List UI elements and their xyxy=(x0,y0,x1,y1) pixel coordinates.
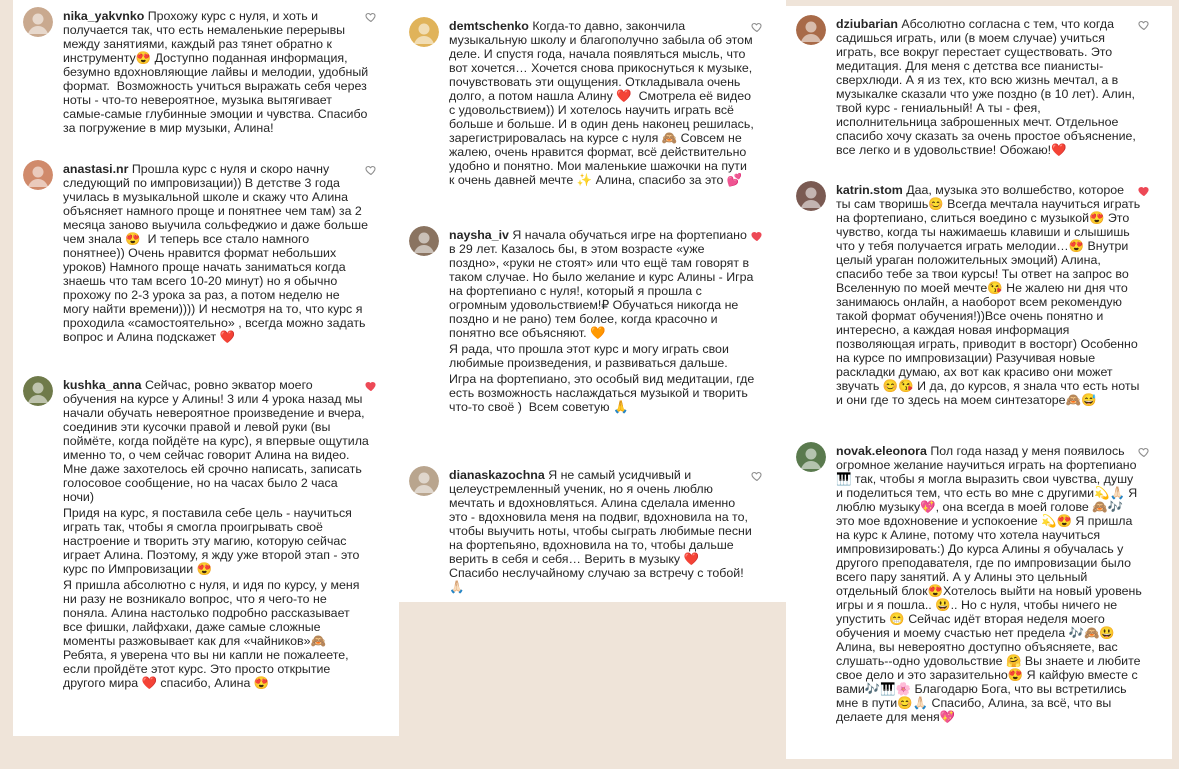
comment-username[interactable]: kushka_anna xyxy=(63,378,142,392)
comment-paragraph xyxy=(449,19,758,187)
avatar[interactable] xyxy=(409,17,439,47)
comment-paragraph xyxy=(449,342,755,370)
like-heart-icon[interactable] xyxy=(751,470,763,482)
comment-body xyxy=(836,183,1142,407)
avatar[interactable] xyxy=(796,181,826,211)
like-heart-filled-icon[interactable] xyxy=(751,230,763,242)
comment-body xyxy=(836,444,1146,724)
comment-username[interactable]: dziubarian xyxy=(836,17,898,31)
comment-username[interactable]: demtschenko xyxy=(449,19,529,33)
comment-paragraph xyxy=(836,17,1142,157)
comment-text: Я не самый усидчивый и целеустремленный ученик, но я очень люблю мечтать и вдохновляться. Алина сделала именно это - вдохновила меня на подвиг, вдохновила на то, чтобы выучить ноты, чтобы сыграть любимые песни на фортепьяно, вдохновила на то, чтобы дальше верить в себя и себя… Верить в музыку ❤️ Спасибо неслучайному случаю за встречу с тобой! 🙏🏻 xyxy=(449,468,756,594)
like-heart-filled-icon[interactable] xyxy=(365,380,377,392)
avatar[interactable] xyxy=(23,7,53,37)
comment-paragraph xyxy=(449,468,755,594)
comment-paragraph xyxy=(836,183,1142,407)
comment-body xyxy=(836,17,1142,157)
avatar[interactable] xyxy=(23,160,53,190)
comment-paragraph xyxy=(63,378,373,504)
comment-text: Пол года назад у меня появилось огромное желание научиться играть на фортепиано🎹 так, чтобы я могла выразить свои чувства, душу и поделиться тем, что есть во мне с другими💫🙏🏻 Я люблю музыку💖, она всегда в моей голове 🙈🎶 это мое вдохновение и успокоение 💫😍 Я пришла на курс к Алине, потому что хотела научиться импровизировать:) До курса Алины я обучалась у другого преподавателя, где по импровизации было всего пару занятий. А у Алины это цельный отдельный блок😍Хотелось выйти на новый уровень игры и я пошла.. 😃.. Но с нуля, чтобы ничего не упустить 😁 Сейчас идёт вторая неделя моего обучения и моему счастью нет предела 🎶🙈😃 Алина, вы невероятно доступно объясняете, вас слушать--одно удовольствие 🤗 Вы знаете и любите свое дело и это заразительно😍 Я кайфую вместе с вами🎶🎹🌸 Благодарю Бога, что вы встретились мне в пути😊🙏🏻 Спасибо, Алина, за всё, что вы делаете для меня💖 xyxy=(836,444,1146,724)
comment-text: Игра на фортепиано, это особый вид медитации, где есть возможность наслаждаться музыкой и творить что-то своё ) Всем советую 🙏 xyxy=(449,372,758,414)
comment-text: Сейчас, ровно экватор моего обучения на курсе у Алины! 3 или 4 урока назад мы начали обучать невероятное произведение и вчера, соединив эти кусочки правой и левой руки (вы поймёте, когда пойдёте на курс), я впервые ощутила именно то, о чем сейчас говорит Алина на видео. Мне даже захотелось ей срочно написать, записать голосовое сообщение, но на часах было 2 часа ночи) xyxy=(63,378,373,504)
comment-text: Даа, музыка это волшебство, которое ты сам творишь😊 Всегда мечтала научиться играть на фортепиано, слиться воедино с музыкой😍 Это чувство, когда ты нажимаешь клавиши и слышишь что у тебя получается играть мелодии…😍 Внутри целый ураган положительных эмоций) Алина, спасибо тебе за твои курсы! Ты ответ на запрос во Вселенную по моей мечте😘 Не жалею ни дня что занимаюсь онлайн, а наоборот всем рекомендую такой формат обучения!))Все очень понятно и интересно, а каждая новая информация позволяющая играть, приводит в восторг) Особенно на курсе по импровизации) Разучивая новые раскладки думаю, ах вот как красиво они может звучать 😊😘 И да, до курсов, я знала что есть ноты и они где то здесь на моем синтезаторе🙈😅 xyxy=(836,183,1144,407)
comment-paragraph xyxy=(63,506,369,576)
comment-text: Я рада, что прошла этот курс и могу играть свои любимые произведения, и развиваться дальше. xyxy=(449,342,733,370)
comment-text: Прошла курс с нуля и скоро начну следующий по импровизации)) В детстве 3 года училась в музыкальной школе и скажу что Алина объясняет намного проще и понятнее чем там) за 2 месяца заново выучила сольфеджио и даже больше чем знала 😍 И теперь все стало намного понятнее)) Очень нравится формат небольших уроков) Намного проще начать заниматься когда знаешь что там всего 10-20 минут) но я обычно прохожу по 2-3 урока за раз, а потом неделю не могу найти времени)))) И несмотря на то, что курс я проходила «самостоятельно» , всегда можно задать вопрос и Алина подскажет ❤️ xyxy=(63,162,372,344)
avatar[interactable] xyxy=(796,15,826,45)
comments-panel-middle xyxy=(399,0,786,602)
comment-username[interactable]: dianaskazochna xyxy=(449,468,545,482)
like-heart-icon[interactable] xyxy=(365,164,377,176)
comment-body xyxy=(449,468,755,594)
avatar[interactable] xyxy=(796,442,826,472)
like-heart-icon[interactable] xyxy=(1138,19,1150,31)
comment-username[interactable]: novak.eleonora xyxy=(836,444,927,458)
comment-username[interactable]: nika_yakvnko xyxy=(63,9,145,23)
like-heart-icon[interactable] xyxy=(365,11,377,23)
comment-paragraph xyxy=(449,228,755,340)
comment-text: Абсолютно согласна с тем, что когда садишься играть, или (в моем случае) учиться играть, все вокруг перестает существовать. Это медитация. Для меня с детства все пианисты- сверхлюди. А я из тех, кто всю жизнь мечтал, а в музыкалке сказали что уже поздно (в 10 лет). Алин, твой курс - гениальный! А ты - фея, исполнительница заброшенных мечт. Отдельное спасибо хочу сказать за очень простое объяснение, все легко и в удовольствие! Обожаю!❤️ xyxy=(836,17,1140,157)
comment-paragraph xyxy=(836,444,1146,724)
comment-paragraph xyxy=(63,162,372,344)
comment-username[interactable]: naysha_iv xyxy=(449,228,509,242)
comment-username[interactable]: katrin.stom xyxy=(836,183,903,197)
comments-panel-left xyxy=(13,0,399,736)
comment-body xyxy=(449,19,758,187)
like-heart-icon[interactable] xyxy=(751,21,763,33)
comment-paragraph xyxy=(449,372,758,414)
comment-paragraph xyxy=(63,9,372,135)
avatar[interactable] xyxy=(409,466,439,496)
avatar[interactable] xyxy=(23,376,53,406)
comment-text: Я пришла абсолютно с нуля, и идя по курсу, у меня ни разу не возникало вопрос, что я чего-то не поняла. Алина настолько подробно рассказывает все фишки, лайфхаки, даже самые сложные моменты разжовывает как для «чайников»🙈 Ребята, я уверена что вы ни капли не пожалеете, если пройдёте этот курс. Это просто открытие другого мира ❤️ спасибо, Алина 😍 xyxy=(63,578,363,690)
comment-body xyxy=(63,378,373,690)
comment-username[interactable]: anastasi.nr xyxy=(63,162,129,176)
comment-body xyxy=(63,9,372,135)
comment-body xyxy=(449,228,758,414)
comment-text: Придя на курс, я поставила себе цель - научиться играть так, чтобы я смогла проигрывать своё настроение и творить эту магию, которую сейчас играет Алина. Поэтому, я жду уже второй этап - это курс по Импровизации 😍 xyxy=(63,506,363,576)
comments-panel-right xyxy=(786,6,1172,759)
comment-body xyxy=(63,162,372,344)
like-heart-icon[interactable] xyxy=(1138,446,1150,458)
comment-text: Когда-то давно, закончила музыкальную школу и благополучно забыла об этом деле. И спустя года, начала появляться мысль, что вот хочется… Хочется снова прикоснуться к музыке, почувствовать эти ощущения. Откладывала очень долго, а потом нашла Алину ❤️ Смотрела её видео с удовольствием)) И хотелось научить играть всё больше и больше. И в один день наконец решилась, зарегистрировалась на курсе с нуля 🙈 Совсем не жалею, очень нравится формат, всё действительно удобно и понятно. Мои маленькие шажочки на пути к очень давней мечте ✨ Алина, спасибо за это 💕 xyxy=(449,19,758,187)
comment-text: Прохожу курс с нуля, и хоть и получается так, что есть немаленькие перерывы между занятиями, каждый раз тянет обратно к инструменту😍 Доступно поданная информация, безумно вдохновляющие лайвы и мелодии, удобный формат. Возможность учиться выражать себя через ноты - что-то невероятное, музыка вытягивает самые-самые глубинные эмоции и чувства. Спасибо за погружение в мир музыки, Алина! xyxy=(63,9,372,135)
like-heart-filled-icon[interactable] xyxy=(1138,185,1150,197)
avatar[interactable] xyxy=(409,226,439,256)
comment-text: Я начала обучаться игре на фортепиано в 29 лет. Казалось бы, в этом возрасте «уже поздно», «руки не стоят» или что ещё там говорят в таком случае. Но было желание и курс Алины - Игра на фортепиано с нуля!, который я прошла с огромным удовольствием!₽ Обучаться никогда не поздно и не рано) тем более, когда красочно и понятно все объясняют. 🧡 xyxy=(449,228,757,340)
comment-paragraph xyxy=(63,578,369,690)
